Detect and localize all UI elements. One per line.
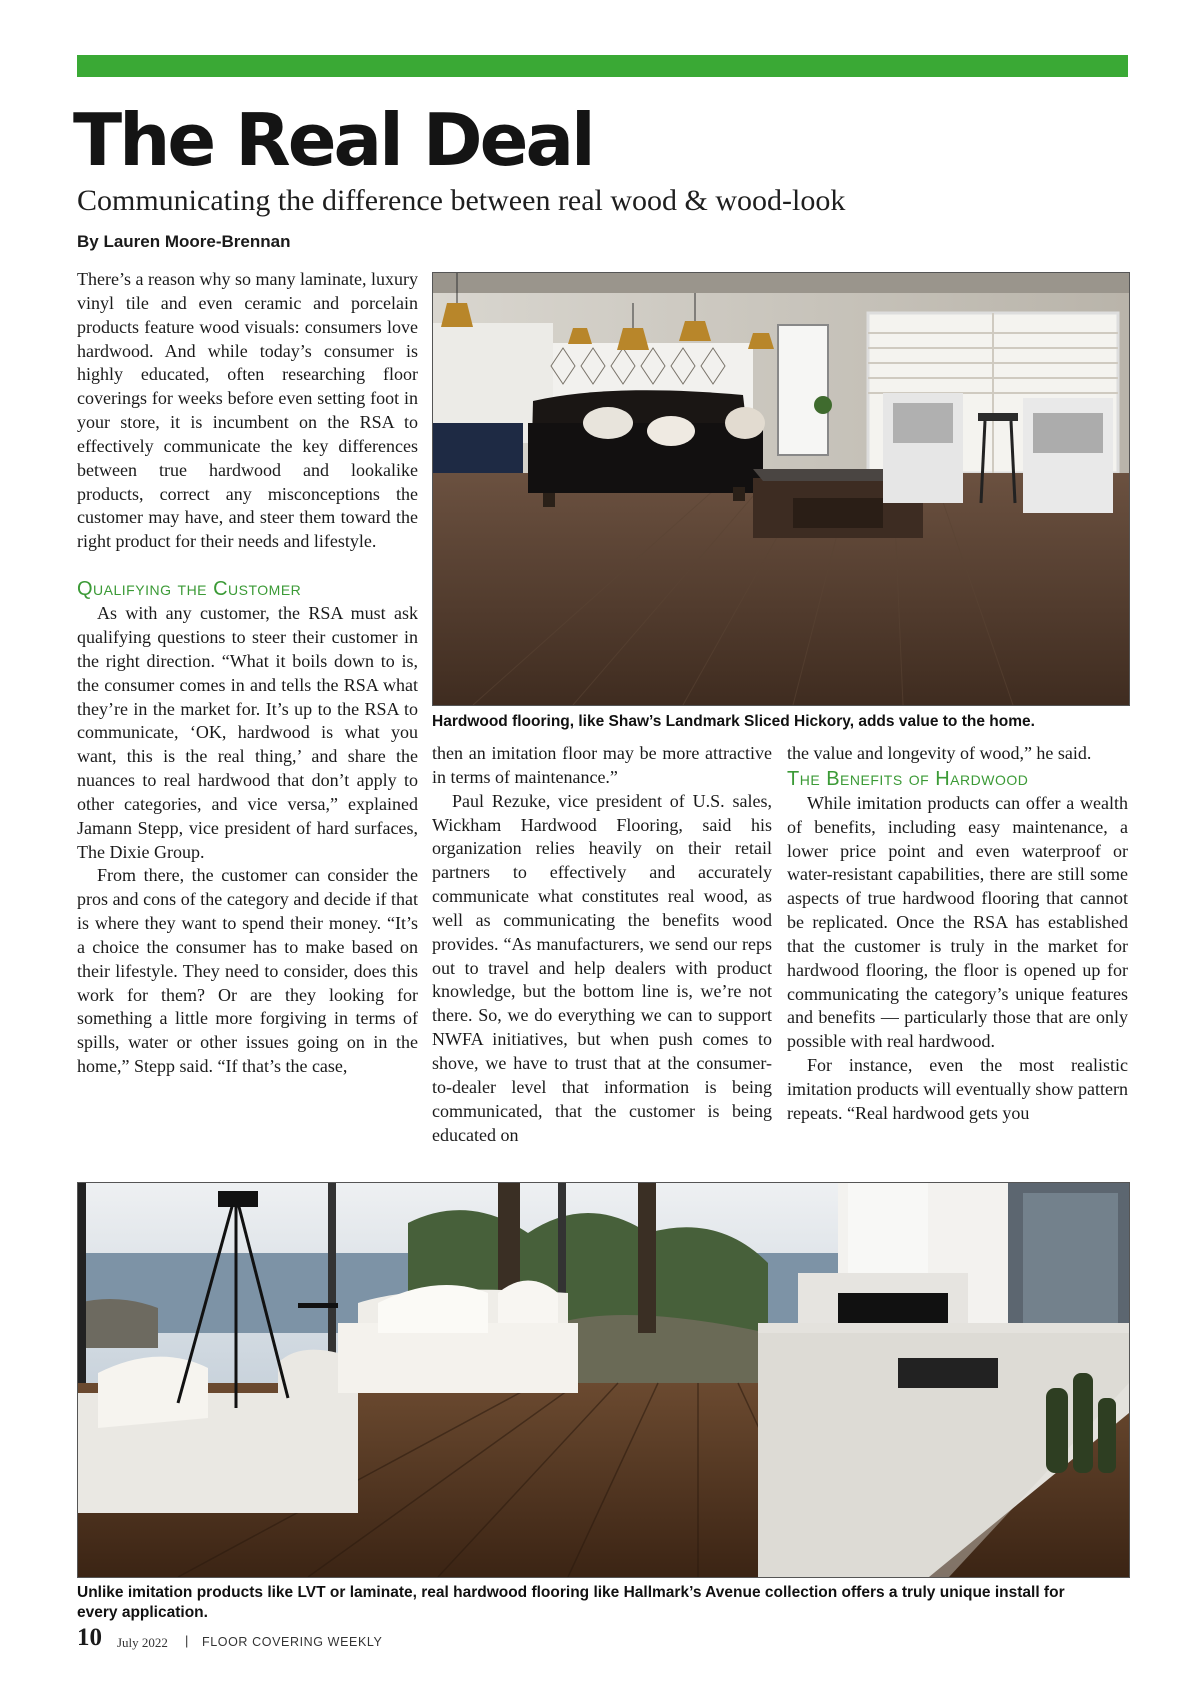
photo-caption: Unlike imitation products like LVT or laminate, real hardwood flooring like Hallmark’s Avenue collection offers a truly unique install for every application. [77,1584,1065,1621]
accent-bar [77,55,1128,77]
column-1 [77,268,418,1079]
column-2 [432,742,772,1147]
paragraph: For instance, even the most realistic imitation products will eventually show pattern repeats. “Real hardwood gets you [787,1055,1128,1123]
paragraph: There’s a reason why so many laminate, luxury vinyl tile and even ceramic and porcelain products feature wood visuals: consumers love hardwood. And while today’s consumer is highly educated, often researching floor coverings for weeks before even setting foot in your store, it is incumbent on the RSA to effectively communicate the key differences between true hardwood and lookalike products, correct any misconceptions the customer may have, and steer them toward the right product for their needs and lifestyle. [77,269,418,552]
article-subtitle: Communicating the difference between real wood & wood-look [77,184,846,217]
living-room-photo [432,272,1130,706]
lakeside-room-photo [77,1182,1130,1578]
footer-separator: | [185,1633,189,1648]
section-heading: The Benefits of Hardwood [787,767,1029,790]
paragraph: the value and longevity of wood,” he said. [787,743,1092,763]
page-number: 10 [77,1624,102,1651]
paragraph: From there, the customer can consider the pros and cons of the category and decide if that is where they want to spend their money. “It’s a choice the consumer has to make based on their lifestyle. They need to consider, does this work for them? Or are they looking for something a little more forgiving in terms of spills, water or other issues going on in the home,” Stepp said. “If that’s the case, [77,865,418,1077]
issue-date: July 2022 [117,1635,168,1650]
paragraph: As with any customer, the RSA must ask qualifying questions to steer their customer in the right direction. “What it boils down to is, the consumer comes in and tells the RSA what they’re in the market for. It’s up to the RSA to communicate, ‘OK, hardwood is what you want, this is the real thing,’ and share the nuances to real hardwood that don’t apply to other categories, and vice versa,” explained Jamann Stepp, vice president of hard surfaces, The Dixie Group. [77,603,418,862]
article-title: The Real Deal [73,98,593,182]
section-heading: Qualifying the Customer [77,578,302,601]
paragraph: Paul Rezuke, vice president of U.S. sales, Wickham Hardwood Flooring, said his organization relies heavily on their retail partners to effectively and accurately communicate what constitutes real wood, as well as communicating the benefits wood provides. “As manufacturers, we send our reps out to travel and help dealers with product knowledge, but the bottom line is, we’re not there. So, we do everything we can to support NWFA initiatives, but when push comes to shove, we have to trust that at the consumer-to-dealer level that information is being communicated, that the customer is being educated on [432,790,772,1145]
photo-caption: Hardwood flooring, like Shaw’s Landmark Sliced Hickory, adds value to the home. [432,713,1035,730]
paragraph: then an imitation floor may be more attractive in terms of maintenance.” [432,743,772,787]
byline: By Lauren Moore-Brennan [77,232,291,251]
paragraph: While imitation products can offer a wealth of benefits, including easy maintenance, a lower price point and even waterproof or water-resistant capabilities, there are still some aspects of true hardwood flooring that cannot be replicated. Once the RSA has established that the customer is truly in the market for hardwood flooring, the floor is opened up for communicating the category’s unique features and benefits — particularly those that are only possible with real hardwood. [787,792,1128,1052]
publication-name: FLOOR COVERING WEEKLY [202,1635,383,1649]
column-3 [787,742,1128,1126]
